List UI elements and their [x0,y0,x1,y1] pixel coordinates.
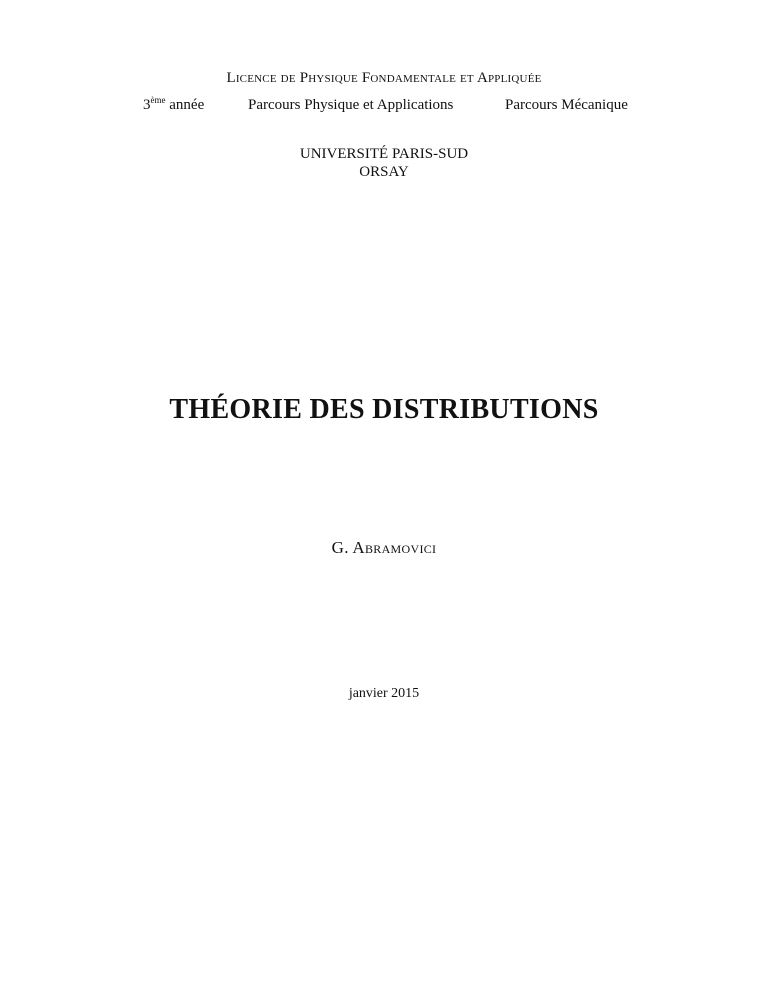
publication-date: janvier 2015 [348,686,420,701]
program-name: Licence de Physique Fondamentale et Appliquée [226,70,542,86]
track-physics: Parcours Physique et Applications [248,97,454,113]
year-word: année [165,97,205,113]
university-city: ORSAY [359,164,409,180]
year-number: 3 [143,97,151,113]
document-title: THÉORIE DES DISTRIBUTIONS [169,394,599,425]
author-name: G. Abramovici [331,538,437,557]
university-name: UNIVERSITÉ PARIS-SUD [299,146,469,162]
track-mechanics: Parcours Mécanique [505,97,628,113]
year-level [143,97,204,114]
year-suffix: ème [150,95,166,105]
